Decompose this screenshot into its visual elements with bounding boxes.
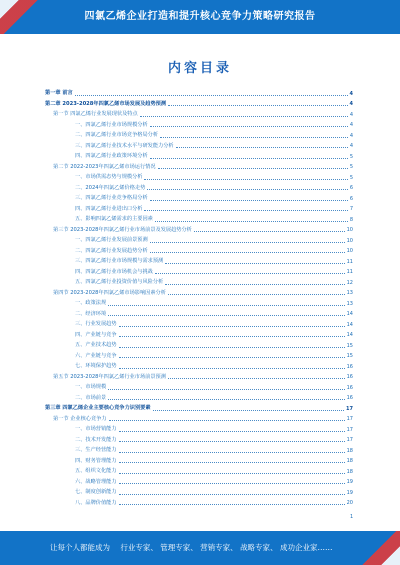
toc-entry-title: 一、市场供需态势与规模分析 [75, 174, 143, 181]
toc-entry-title: 四、四氯乙烯行业进出口分析 [75, 205, 143, 212]
toc-entry-page: 19 [346, 479, 353, 485]
toc-entry[interactable] [45, 391, 353, 402]
toc-entry-page: 14 [346, 311, 353, 317]
toc-entry[interactable] [45, 139, 353, 150]
toc-entry[interactable] [45, 244, 353, 255]
footer-slogan: 让每个人都能成为 行业专家、 管理专家、 营销专家、 战略专家、 成功企业家…… [50, 543, 333, 552]
toc-entry-title: 六、战略管理能力 [75, 478, 117, 485]
toc-entry-title: 三、四氯乙烯行业竞争格局分析 [75, 195, 148, 202]
toc-entry[interactable] [45, 233, 353, 244]
toc-entry[interactable] [45, 401, 353, 412]
toc-entry-title: 五、组织文化能力 [75, 468, 117, 475]
toc-entry-page: 4 [349, 90, 353, 97]
toc-leader-dots [119, 494, 345, 495]
toc-leader-dots [150, 200, 348, 201]
toc-entry-title: 四、四氯乙烯行业市场机会与挑战 [75, 268, 153, 275]
toc-leader-dots [147, 189, 348, 190]
footer-role: 管理专家 [160, 543, 191, 552]
toc-entry[interactable] [45, 191, 353, 202]
toc-leader-dots [108, 305, 344, 306]
toc-entry[interactable] [45, 317, 353, 328]
toc-entry-page: 5 [349, 153, 353, 160]
toc-entry-page: 4 [349, 122, 353, 128]
page-footer [0, 531, 400, 565]
toc-entry[interactable] [45, 160, 353, 171]
toc-leader-dots [158, 168, 348, 169]
toc-leader-dots [150, 252, 345, 253]
toc-entry-title: 第一章 前言 [45, 90, 73, 97]
toc-entry[interactable] [45, 359, 353, 370]
toc-entry[interactable] [45, 275, 353, 286]
toc-entry-title: 二、四氯乙烯行业市场竞争格局分析 [75, 132, 159, 139]
toc-entry-page: 11 [346, 258, 353, 265]
toc-entry[interactable] [45, 265, 353, 276]
footer-decoration [340, 531, 400, 565]
toc-entry[interactable] [45, 128, 353, 139]
toc-entry-title: 第一节 企业核心竞争力 [53, 415, 107, 422]
toc-entry[interactable] [45, 118, 353, 129]
toc-entry-title: 三、四氯乙烯行业技术水平与研发能力分析 [75, 142, 174, 149]
toc-leader-dots [144, 210, 347, 211]
toc-entry-page: 17 [346, 437, 353, 443]
toc-leader-dots [194, 231, 345, 232]
toc-entry[interactable] [45, 97, 353, 108]
toc-entry-page: 13 [346, 290, 353, 296]
toc-entry-page: 13 [346, 300, 353, 307]
toc-entry[interactable] [45, 86, 353, 97]
toc-leader-dots [168, 294, 345, 295]
footer-role: 成功企业家…… [279, 543, 333, 552]
toc-entry[interactable] [45, 254, 353, 265]
toc-entry-title: 三、四氯乙烯行业市场规模与需求预测 [75, 258, 164, 265]
toc-entry-title: 五、影响四氯乙烯需求的主要因素 [75, 216, 153, 223]
toc-leader-dots [160, 137, 348, 138]
toc-entry-page: 4 [349, 111, 353, 118]
toc-leader-dots [168, 105, 347, 106]
toc-entry-page: 10 [346, 237, 353, 244]
toc-entry-page: 12 [346, 279, 353, 286]
toc-entry-title: 一、市场营销能力 [75, 426, 117, 433]
toc-entry-title: 一、四氯乙烯行业市场规模分析 [75, 121, 148, 128]
page-header [0, 0, 400, 34]
toc-entry-title: 二、经济环境 [75, 310, 107, 317]
toc-entry-page: 15 [346, 342, 353, 349]
toc-entry-title: 第二节 2022-2023年四氯乙烯市场运行情况 [53, 163, 156, 170]
toc-entry-title: 二、2024年四氯乙烯价格走势 [75, 184, 146, 191]
toc-entry[interactable] [45, 464, 353, 475]
toc-entry-page: 15 [346, 353, 353, 359]
toc-entry-title: 七、环境保护趋势 [75, 363, 117, 370]
toc-entry[interactable] [45, 328, 353, 339]
toc-entry-page: 4 [349, 101, 353, 107]
toc-entry[interactable] [45, 370, 353, 381]
toc-entry-title: 四、四氯乙烯行业政策环境分析 [75, 153, 148, 160]
toc-entry-page: 16 [346, 374, 353, 380]
toc-entry[interactable] [45, 475, 353, 486]
page-number: 1 [350, 514, 354, 520]
toc-entry-title: 一、四氯乙烯行业发展前景预测 [75, 237, 148, 244]
toc-entry-page: 17 [346, 405, 353, 412]
toc-leader-dots [150, 158, 348, 159]
toc-entry[interactable] [45, 307, 353, 318]
toc-entry-page: 11 [346, 269, 353, 275]
toc-entry[interactable] [45, 107, 353, 118]
toc-entry-title: 二、市场前景 [75, 394, 107, 401]
footer-role: 战略专家 [240, 543, 271, 552]
toc-entry-title: 四、产业链与竞争 [75, 331, 117, 338]
toc-entry-title: 第二章 2023-2028年四氯乙烯市场发展及趋势预测 [45, 100, 167, 107]
toc-entry-page: 16 [346, 395, 353, 401]
toc-entry-page: 19 [346, 489, 353, 496]
footer-role: 营销专家 [200, 543, 231, 552]
toc-entry-page: 5 [349, 164, 353, 170]
toc-entry[interactable] [45, 485, 353, 496]
toc-leader-dots [168, 378, 345, 379]
toc-leader-dots [75, 95, 348, 96]
toc-entry[interactable] [45, 433, 353, 444]
toc-entry[interactable] [45, 338, 353, 349]
toc-entry-page: 6 [349, 195, 353, 202]
toc-entry-title: 二、技术开发能力 [75, 436, 117, 443]
toc-entry[interactable] [45, 380, 353, 391]
toc-entry[interactable] [45, 296, 353, 307]
toc-entry-title: 第三节 2023-2028年四氯乙烯行业市场前景及发展趋势分析 [53, 226, 192, 233]
toc-leader-dots [119, 431, 345, 432]
toc-entry-title: 第四节 2023-2028年四氯乙烯市场影响因素分析 [53, 289, 166, 296]
toc-entry[interactable] [45, 181, 353, 192]
toc-leader-dots [176, 147, 348, 148]
toc-entry[interactable] [45, 422, 353, 433]
toc-leader-dots [150, 242, 345, 243]
toc-entry-page: 17 [346, 426, 353, 433]
toc-entry[interactable] [45, 170, 353, 181]
toc-heading: 内容目录 [167, 61, 232, 76]
toc-entry-title: 二、四氯乙烯行业发展趋势分析 [75, 247, 148, 254]
toc-entry[interactable] [45, 412, 353, 423]
toc-entry-page: 7 [349, 206, 353, 212]
toc-entry-title: 五、产业技术趋势 [75, 342, 117, 349]
toc-leader-dots [119, 452, 345, 453]
toc-leader-dots [153, 410, 344, 411]
toc-entry-title: 八、品牌价值能力 [75, 499, 117, 506]
toc-entry-title: 七、制度创新能力 [75, 489, 117, 496]
toc-entry-title: 五、四氯乙烯行业投资价值与风险分析 [75, 279, 164, 286]
toc-entry-page: 4 [349, 143, 353, 149]
toc-entry[interactable] [45, 496, 353, 507]
toc-entry-page: 18 [346, 447, 353, 454]
footer-lead: 让每个人都能成为 [50, 543, 110, 552]
toc-entry-page: 16 [346, 363, 353, 370]
toc-leader-dots [119, 368, 345, 369]
report-title: 四氯乙烯企业打造和提升核心竞争力策略研究报告 [84, 11, 316, 22]
toc-entry-page: 8 [349, 216, 353, 223]
toc-entry-page: 14 [346, 332, 353, 338]
toc-entry-page: 16 [346, 384, 353, 391]
toc-entry-page: 18 [346, 468, 353, 475]
toc-leader-dots [119, 473, 345, 474]
toc-entry-title: 第三章 四氯乙烯企业主要核心竞争力识别要素 [45, 405, 151, 412]
toc-leader-dots [119, 357, 345, 358]
toc-entry[interactable] [45, 443, 353, 454]
toc-entry-page: 4 [349, 132, 353, 139]
table-of-contents [45, 86, 353, 506]
toc-entry-page: 14 [346, 321, 353, 328]
toc-leader-dots [119, 462, 345, 463]
toc-entry[interactable] [45, 454, 353, 465]
toc-entry-title: 第一节 四氯乙烯行业发展现状及特点 [53, 111, 138, 118]
toc-leader-dots [165, 263, 344, 264]
toc-entry-page: 10 [346, 227, 353, 233]
footer-role: 行业专家 [120, 543, 151, 552]
toc-entry[interactable] [45, 349, 353, 360]
toc-entry[interactable] [45, 212, 353, 223]
toc-entry-page: 18 [346, 458, 353, 464]
toc-leader-dots [108, 389, 344, 390]
toc-entry[interactable] [45, 286, 353, 297]
toc-leader-dots [109, 420, 345, 421]
toc-leader-dots [119, 326, 345, 327]
toc-entry-page: 20 [346, 500, 353, 506]
toc-entry-title: 六、产业链与竞争 [75, 352, 117, 359]
toc-leader-dots [119, 504, 345, 505]
toc-leader-dots [119, 441, 345, 442]
toc-entry-title: 三、生产经营能力 [75, 447, 117, 454]
toc-entry-page: 17 [346, 416, 353, 422]
toc-leader-dots [155, 273, 345, 274]
toc-entry[interactable] [45, 149, 353, 160]
toc-entry-page: 10 [346, 248, 353, 254]
toc-leader-dots [150, 126, 348, 127]
toc-entry[interactable] [45, 223, 353, 234]
toc-entry-title: 一、市场规模 [75, 384, 107, 391]
toc-entry-title: 四、财务管理能力 [75, 457, 117, 464]
toc-leader-dots [108, 399, 344, 400]
toc-leader-dots [119, 336, 345, 337]
toc-leader-dots [155, 221, 348, 222]
toc-leader-dots [165, 284, 344, 285]
toc-leader-dots [108, 315, 344, 316]
toc-entry[interactable] [45, 202, 353, 213]
toc-leader-dots [119, 483, 345, 484]
toc-leader-dots [140, 116, 348, 117]
toc-leader-dots [119, 347, 345, 348]
toc-entry-title: 第五节 2023-2028年四氯乙烯行业市场前景预测 [53, 373, 166, 380]
toc-entry-page: 5 [349, 174, 353, 181]
toc-leader-dots [144, 179, 347, 180]
toc-entry-page: 6 [349, 185, 353, 191]
toc-entry-title: 三、行业发展趋势 [75, 321, 117, 328]
toc-entry-title: 一、政策法规 [75, 300, 107, 307]
